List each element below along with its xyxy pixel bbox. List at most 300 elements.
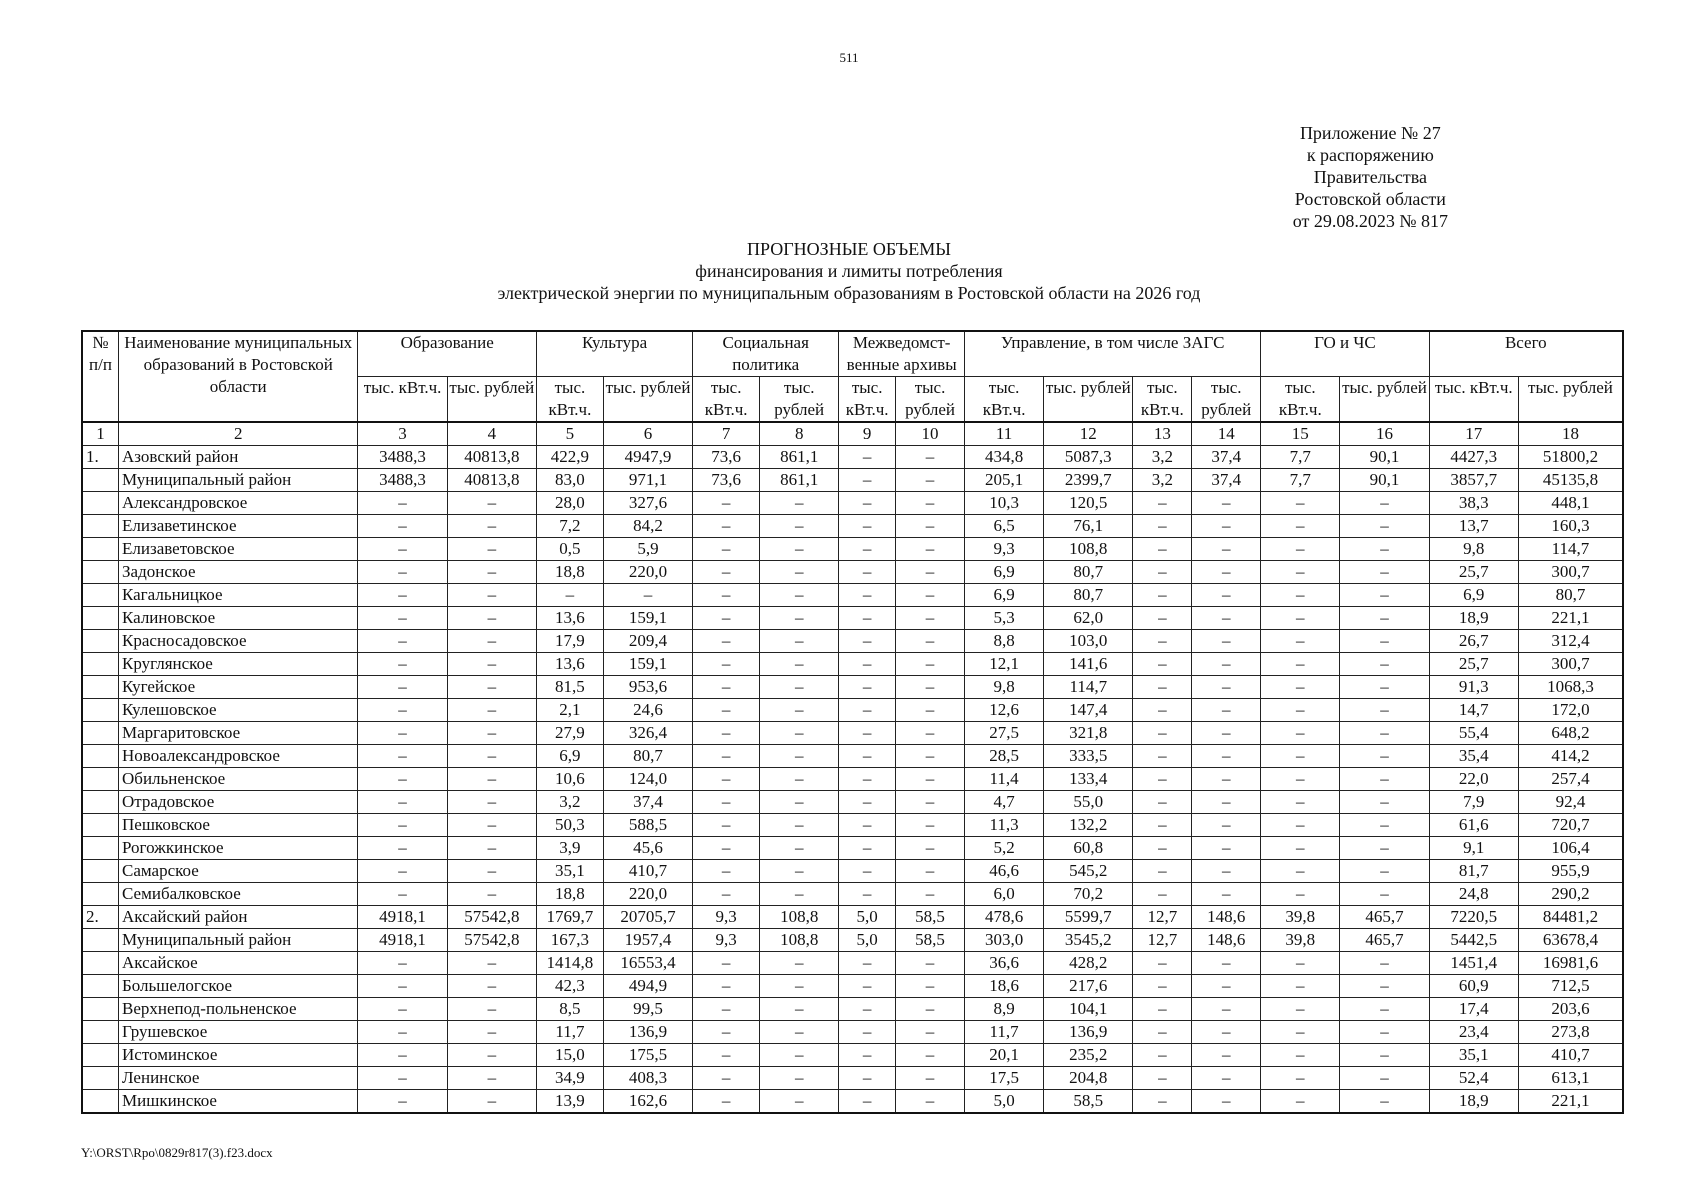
value-cell: –: [358, 883, 447, 906]
value-cell: 11,3: [965, 814, 1044, 837]
row-number: 2.: [82, 906, 119, 929]
value-cell: 148,6: [1192, 906, 1261, 929]
value-cell: 5,0: [965, 1090, 1044, 1114]
table-row: [82, 929, 1623, 952]
value-cell: 17,5: [965, 1067, 1044, 1090]
header-group: ГО и ЧС: [1261, 331, 1429, 377]
value-cell: 3,2: [1133, 446, 1192, 469]
value-cell: 114,7: [1518, 538, 1623, 561]
value-cell: –: [693, 676, 760, 699]
value-cell: 160,3: [1518, 515, 1623, 538]
row-number: 1.: [82, 446, 119, 469]
value-cell: –: [1192, 998, 1261, 1021]
municipality-name: Азовский район: [119, 446, 358, 469]
value-cell: –: [839, 676, 896, 699]
value-cell: 290,2: [1518, 883, 1623, 906]
value-cell: 6,9: [965, 584, 1044, 607]
value-cell: 27,9: [536, 722, 603, 745]
table-row: [82, 561, 1623, 584]
value-cell: 220,0: [603, 561, 692, 584]
value-cell: –: [1261, 952, 1340, 975]
value-cell: 22,0: [1429, 768, 1518, 791]
value-cell: –: [1261, 1044, 1340, 1067]
value-cell: –: [447, 607, 536, 630]
value-cell: 7,9: [1429, 791, 1518, 814]
value-cell: 83,0: [536, 469, 603, 492]
value-cell: –: [896, 446, 965, 469]
value-cell: –: [896, 952, 965, 975]
value-cell: –: [447, 584, 536, 607]
value-cell: –: [358, 561, 447, 584]
value-cell: –: [1340, 768, 1429, 791]
value-cell: –: [1192, 837, 1261, 860]
value-cell: –: [447, 791, 536, 814]
row-number: [82, 929, 119, 952]
row-number: [82, 998, 119, 1021]
value-cell: –: [896, 676, 965, 699]
value-cell: 13,7: [1429, 515, 1518, 538]
value-cell: –: [839, 469, 896, 492]
value-cell: –: [1192, 630, 1261, 653]
value-cell: –: [1192, 538, 1261, 561]
row-number: [82, 883, 119, 906]
value-cell: –: [1133, 768, 1192, 791]
value-cell: 108,8: [760, 929, 839, 952]
table-row: [82, 607, 1623, 630]
value-cell: –: [358, 814, 447, 837]
value-cell: –: [1133, 975, 1192, 998]
value-cell: 35,4: [1429, 745, 1518, 768]
value-cell: –: [1133, 998, 1192, 1021]
value-cell: –: [896, 883, 965, 906]
value-cell: –: [1340, 561, 1429, 584]
row-number: [82, 469, 119, 492]
value-cell: –: [1133, 1090, 1192, 1114]
value-cell: –: [896, 814, 965, 837]
value-cell: –: [896, 515, 965, 538]
value-cell: –: [760, 1021, 839, 1044]
value-cell: –: [1261, 814, 1340, 837]
value-cell: 8,5: [536, 998, 603, 1021]
value-cell: 40813,8: [447, 469, 536, 492]
table-row: [82, 492, 1623, 515]
value-cell: –: [1192, 492, 1261, 515]
column-number: 11: [965, 422, 1044, 446]
value-cell: 141,6: [1044, 653, 1133, 676]
value-cell: –: [896, 561, 965, 584]
value-cell: 15,0: [536, 1044, 603, 1067]
value-cell: 9,3: [965, 538, 1044, 561]
value-cell: –: [1192, 952, 1261, 975]
value-cell: 80,7: [1044, 561, 1133, 584]
value-cell: 7,7: [1261, 446, 1340, 469]
value-cell: –: [760, 1067, 839, 1090]
value-cell: –: [536, 584, 603, 607]
value-cell: 209,4: [603, 630, 692, 653]
value-cell: –: [760, 584, 839, 607]
municipality-name: Кагальницкое: [119, 584, 358, 607]
row-number: [82, 676, 119, 699]
column-number: 12: [1044, 422, 1133, 446]
value-cell: –: [358, 837, 447, 860]
table-row: [82, 722, 1623, 745]
value-cell: 16981,6: [1518, 952, 1623, 975]
value-cell: 8,9: [965, 998, 1044, 1021]
value-cell: –: [693, 745, 760, 768]
value-cell: –: [358, 653, 447, 676]
value-cell: –: [839, 1067, 896, 1090]
value-cell: 28,0: [536, 492, 603, 515]
value-cell: 60,9: [1429, 975, 1518, 998]
value-cell: –: [760, 515, 839, 538]
value-cell: 24,8: [1429, 883, 1518, 906]
value-cell: 720,7: [1518, 814, 1623, 837]
value-cell: 106,4: [1518, 837, 1623, 860]
value-cell: –: [693, 1067, 760, 1090]
value-cell: –: [1192, 561, 1261, 584]
value-cell: 13,6: [536, 607, 603, 630]
value-cell: –: [1340, 745, 1429, 768]
value-cell: 162,6: [603, 1090, 692, 1114]
value-cell: 1068,3: [1518, 676, 1623, 699]
value-cell: 414,2: [1518, 745, 1623, 768]
value-cell: 18,6: [965, 975, 1044, 998]
value-cell: 14,7: [1429, 699, 1518, 722]
value-cell: 6,5: [965, 515, 1044, 538]
value-cell: –: [1133, 699, 1192, 722]
table-row: [82, 906, 1623, 929]
value-cell: 613,1: [1518, 1067, 1623, 1090]
value-cell: –: [839, 630, 896, 653]
table-row: [82, 469, 1623, 492]
municipality-name: Самарское: [119, 860, 358, 883]
value-cell: 545,2: [1044, 860, 1133, 883]
value-cell: 46,6: [965, 860, 1044, 883]
value-cell: –: [760, 653, 839, 676]
value-cell: 4427,3: [1429, 446, 1518, 469]
value-cell: 953,6: [603, 676, 692, 699]
header-unit: тыс. рублей: [603, 377, 692, 423]
value-cell: –: [839, 538, 896, 561]
value-cell: –: [447, 1021, 536, 1044]
value-cell: 45,6: [603, 837, 692, 860]
value-cell: –: [358, 745, 447, 768]
value-cell: 55,0: [1044, 791, 1133, 814]
value-cell: –: [1192, 745, 1261, 768]
value-cell: –: [760, 722, 839, 745]
row-number: [82, 607, 119, 630]
value-cell: –: [447, 952, 536, 975]
value-cell: –: [1340, 883, 1429, 906]
value-cell: –: [1340, 584, 1429, 607]
table-row: [82, 538, 1623, 561]
value-cell: 84481,2: [1518, 906, 1623, 929]
value-cell: –: [447, 653, 536, 676]
value-cell: 57542,8: [447, 906, 536, 929]
value-cell: –: [1340, 722, 1429, 745]
value-cell: –: [358, 584, 447, 607]
value-cell: –: [447, 860, 536, 883]
value-cell: –: [896, 699, 965, 722]
value-cell: 136,9: [603, 1021, 692, 1044]
value-cell: 327,6: [603, 492, 692, 515]
value-cell: –: [839, 1090, 896, 1114]
value-cell: –: [447, 630, 536, 653]
value-cell: 84,2: [603, 515, 692, 538]
title-line: электрической энергии по муниципальным образованиям в Ростовской области на 2026 год: [497, 283, 1201, 303]
value-cell: 18,8: [536, 561, 603, 584]
table-row: [82, 745, 1623, 768]
value-cell: 9,1: [1429, 837, 1518, 860]
value-cell: –: [693, 1021, 760, 1044]
value-cell: 221,1: [1518, 1090, 1623, 1114]
value-cell: –: [447, 676, 536, 699]
value-cell: –: [358, 722, 447, 745]
row-number: [82, 653, 119, 676]
value-cell: –: [693, 814, 760, 837]
value-cell: 114,7: [1044, 676, 1133, 699]
value-cell: –: [447, 515, 536, 538]
value-cell: 257,4: [1518, 768, 1623, 791]
value-cell: –: [760, 860, 839, 883]
municipality-name: Семибалковское: [119, 883, 358, 906]
value-cell: –: [1133, 492, 1192, 515]
value-cell: –: [447, 975, 536, 998]
value-cell: 5087,3: [1044, 446, 1133, 469]
row-number: [82, 860, 119, 883]
value-cell: –: [760, 699, 839, 722]
value-cell: –: [693, 998, 760, 1021]
value-cell: 63678,4: [1518, 929, 1623, 952]
value-cell: –: [693, 653, 760, 676]
value-cell: –: [693, 1090, 760, 1114]
value-cell: 18,8: [536, 883, 603, 906]
value-cell: –: [1192, 722, 1261, 745]
value-cell: –: [896, 745, 965, 768]
value-cell: 448,1: [1518, 492, 1623, 515]
value-cell: 28,5: [965, 745, 1044, 768]
value-cell: 12,6: [965, 699, 1044, 722]
value-cell: 60,8: [1044, 837, 1133, 860]
column-number: 2: [119, 422, 358, 446]
value-cell: –: [1340, 676, 1429, 699]
column-number: 7: [693, 422, 760, 446]
table-row: [82, 791, 1623, 814]
value-cell: –: [693, 768, 760, 791]
value-cell: 147,4: [1044, 699, 1133, 722]
value-cell: 220,0: [603, 883, 692, 906]
municipality-name: Грушевское: [119, 1021, 358, 1044]
value-cell: –: [447, 492, 536, 515]
value-cell: 37,4: [1192, 446, 1261, 469]
municipality-name: Круглянское: [119, 653, 358, 676]
value-cell: 159,1: [603, 653, 692, 676]
row-number: [82, 630, 119, 653]
value-cell: 4947,9: [603, 446, 692, 469]
value-cell: –: [447, 561, 536, 584]
value-cell: –: [896, 837, 965, 860]
value-cell: –: [1261, 515, 1340, 538]
row-number: [82, 814, 119, 837]
value-cell: 80,7: [603, 745, 692, 768]
value-cell: –: [896, 492, 965, 515]
value-cell: 861,1: [760, 469, 839, 492]
value-cell: 36,6: [965, 952, 1044, 975]
municipality-name: Красносадовское: [119, 630, 358, 653]
value-cell: 13,6: [536, 653, 603, 676]
value-cell: –: [693, 538, 760, 561]
value-cell: –: [693, 561, 760, 584]
value-cell: –: [358, 1067, 447, 1090]
value-cell: –: [358, 791, 447, 814]
value-cell: –: [1261, 607, 1340, 630]
value-cell: –: [1261, 1021, 1340, 1044]
value-cell: –: [760, 630, 839, 653]
row-number: [82, 584, 119, 607]
value-cell: 92,4: [1518, 791, 1623, 814]
value-cell: 25,7: [1429, 561, 1518, 584]
value-cell: 11,7: [965, 1021, 1044, 1044]
value-cell: 7,7: [1261, 469, 1340, 492]
municipality-name: Елизаветовское: [119, 538, 358, 561]
value-cell: 61,6: [1429, 814, 1518, 837]
value-cell: –: [1192, 860, 1261, 883]
value-cell: 37,4: [603, 791, 692, 814]
value-cell: 1451,4: [1429, 952, 1518, 975]
municipality-name: Отрадовское: [119, 791, 358, 814]
header-unit: тыс. рублей: [760, 377, 839, 423]
value-cell: –: [1340, 538, 1429, 561]
value-cell: 303,0: [965, 929, 1044, 952]
value-cell: –: [1340, 653, 1429, 676]
value-cell: 1769,7: [536, 906, 603, 929]
value-cell: –: [1192, 607, 1261, 630]
value-cell: 27,5: [965, 722, 1044, 745]
value-cell: 273,8: [1518, 1021, 1623, 1044]
value-cell: –: [358, 768, 447, 791]
value-cell: –: [447, 814, 536, 837]
column-number: 6: [603, 422, 692, 446]
value-cell: –: [693, 791, 760, 814]
column-number: 9: [839, 422, 896, 446]
value-cell: –: [839, 653, 896, 676]
table-row: [82, 860, 1623, 883]
value-cell: 312,4: [1518, 630, 1623, 653]
value-cell: 70,2: [1044, 883, 1133, 906]
column-number: 5: [536, 422, 603, 446]
value-cell: –: [358, 1090, 447, 1114]
value-cell: –: [839, 722, 896, 745]
value-cell: –: [839, 607, 896, 630]
value-cell: 3,2: [536, 791, 603, 814]
municipality-name: Мишкинское: [119, 1090, 358, 1114]
value-cell: –: [1133, 584, 1192, 607]
value-cell: –: [693, 1044, 760, 1067]
value-cell: 13,9: [536, 1090, 603, 1114]
municipality-name: Пешковское: [119, 814, 358, 837]
municipality-name: Ленинское: [119, 1067, 358, 1090]
value-cell: –: [839, 791, 896, 814]
header-unit: тыс. кВт.ч.: [1261, 377, 1340, 423]
value-cell: 81,7: [1429, 860, 1518, 883]
value-cell: –: [1133, 791, 1192, 814]
value-cell: 494,9: [603, 975, 692, 998]
header-unit: тыс. рублей: [896, 377, 965, 423]
value-cell: –: [693, 515, 760, 538]
column-number: 3: [358, 422, 447, 446]
value-cell: 204,8: [1044, 1067, 1133, 1090]
value-cell: –: [896, 469, 965, 492]
value-cell: 133,4: [1044, 768, 1133, 791]
value-cell: –: [693, 975, 760, 998]
value-cell: 52,4: [1429, 1067, 1518, 1090]
header-no: № п/п: [82, 331, 119, 422]
municipality-name: Рогожкинское: [119, 837, 358, 860]
value-cell: –: [1192, 791, 1261, 814]
value-cell: –: [1133, 607, 1192, 630]
value-cell: 132,2: [1044, 814, 1133, 837]
value-cell: 712,5: [1518, 975, 1623, 998]
value-cell: –: [760, 1090, 839, 1114]
value-cell: 6,0: [965, 883, 1044, 906]
value-cell: –: [760, 538, 839, 561]
value-cell: 50,3: [536, 814, 603, 837]
value-cell: 300,7: [1518, 561, 1623, 584]
value-cell: –: [1261, 1067, 1340, 1090]
value-cell: 35,1: [1429, 1044, 1518, 1067]
value-cell: 10,3: [965, 492, 1044, 515]
value-cell: 0,5: [536, 538, 603, 561]
value-cell: –: [896, 607, 965, 630]
value-cell: –: [896, 1021, 965, 1044]
municipality-name: Маргаритовское: [119, 722, 358, 745]
value-cell: 7,2: [536, 515, 603, 538]
value-cell: –: [839, 1021, 896, 1044]
value-cell: –: [1192, 768, 1261, 791]
value-cell: –: [1340, 952, 1429, 975]
value-cell: –: [1340, 860, 1429, 883]
header-unit: тыс. кВт.ч.: [358, 377, 447, 423]
value-cell: –: [1340, 492, 1429, 515]
annex-line: Правительства: [1313, 167, 1427, 187]
value-cell: 9,8: [1429, 538, 1518, 561]
value-cell: –: [1340, 998, 1429, 1021]
value-cell: –: [358, 1021, 447, 1044]
row-number: [82, 768, 119, 791]
value-cell: 5442,5: [1429, 929, 1518, 952]
value-cell: –: [760, 492, 839, 515]
value-cell: –: [1192, 883, 1261, 906]
value-cell: 410,7: [603, 860, 692, 883]
value-cell: –: [358, 998, 447, 1021]
value-cell: 104,1: [1044, 998, 1133, 1021]
value-cell: 971,1: [603, 469, 692, 492]
column-number: 15: [1261, 422, 1340, 446]
value-cell: –: [1192, 515, 1261, 538]
value-cell: –: [447, 722, 536, 745]
value-cell: –: [1340, 607, 1429, 630]
row-number: [82, 1090, 119, 1114]
value-cell: 2399,7: [1044, 469, 1133, 492]
municipality-name: Муниципальный район: [119, 929, 358, 952]
value-cell: –: [1192, 676, 1261, 699]
municipality-name: Елизаветинское: [119, 515, 358, 538]
value-cell: 3488,3: [358, 469, 447, 492]
value-cell: –: [839, 768, 896, 791]
value-cell: –: [760, 607, 839, 630]
value-cell: –: [358, 538, 447, 561]
value-cell: 42,3: [536, 975, 603, 998]
